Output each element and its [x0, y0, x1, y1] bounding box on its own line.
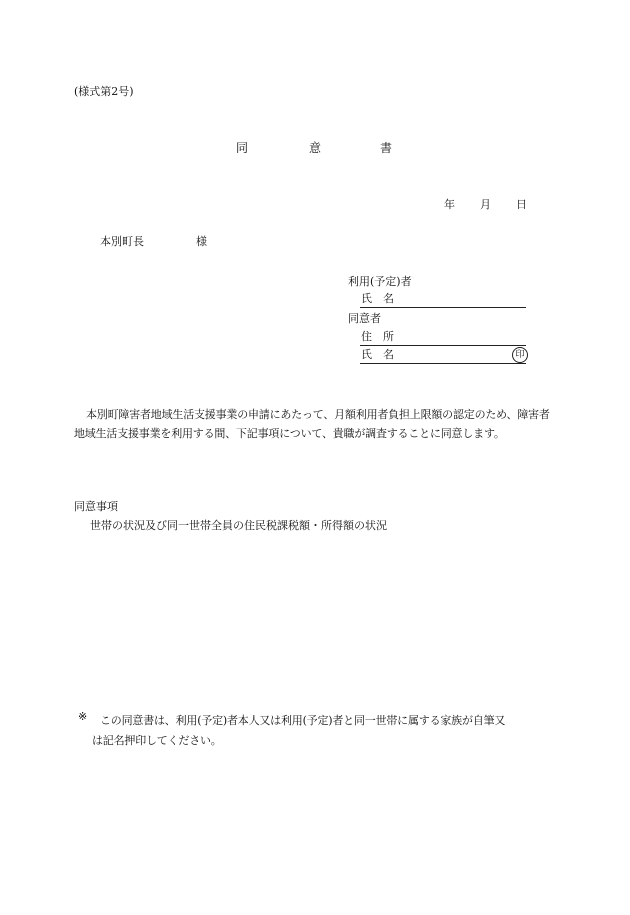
consent-item: 世帯の状況及び同一世帯全員の住民税課税額・所得額の状況 — [90, 519, 387, 532]
note-line-2: は記名押印してください。 — [92, 734, 222, 747]
note-mark: ※ — [78, 710, 88, 723]
consenter-address-field[interactable] — [360, 331, 526, 346]
consent-heading: 同意事項 — [74, 500, 118, 513]
title-char-3: 書 — [380, 141, 393, 155]
form-number: (様式第2号) — [74, 85, 134, 98]
user-label: 利用(予定)者 — [348, 275, 412, 288]
seal-mark: 印 — [512, 347, 528, 363]
date-month-label: 月 — [480, 198, 491, 211]
consenter-name-label: 氏 名 — [361, 348, 394, 361]
user-name-label: 氏 名 — [361, 292, 394, 305]
date-year-label: 年 — [444, 198, 455, 211]
consenter-address-label: 住 所 — [361, 330, 394, 343]
user-name-field[interactable] — [360, 293, 526, 308]
title-char-2: 意 — [309, 141, 322, 155]
consenter-label: 同意者 — [348, 312, 381, 325]
note-text — [92, 711, 578, 751]
note-line-1: この同意書は、利用(予定)者本人又は利用(予定)者と同一世帯に属する家族が自筆又 — [100, 714, 506, 727]
document-title — [0, 142, 630, 156]
consent-statement: 本別町障害者地域生活支援事業の申請にあたって、月額利用者負担上限額の認定のため、障害者地域生活支援事業を利用する間、下記事項について、貴職が調査することに同意します。 — [74, 408, 550, 440]
consenter-name-field[interactable] — [360, 349, 526, 364]
addressee-name: 本別町長 — [100, 235, 144, 248]
date-day-label: 日 — [516, 198, 527, 211]
title-char-1: 同 — [236, 141, 249, 155]
addressee-honorific: 様 — [196, 235, 207, 248]
